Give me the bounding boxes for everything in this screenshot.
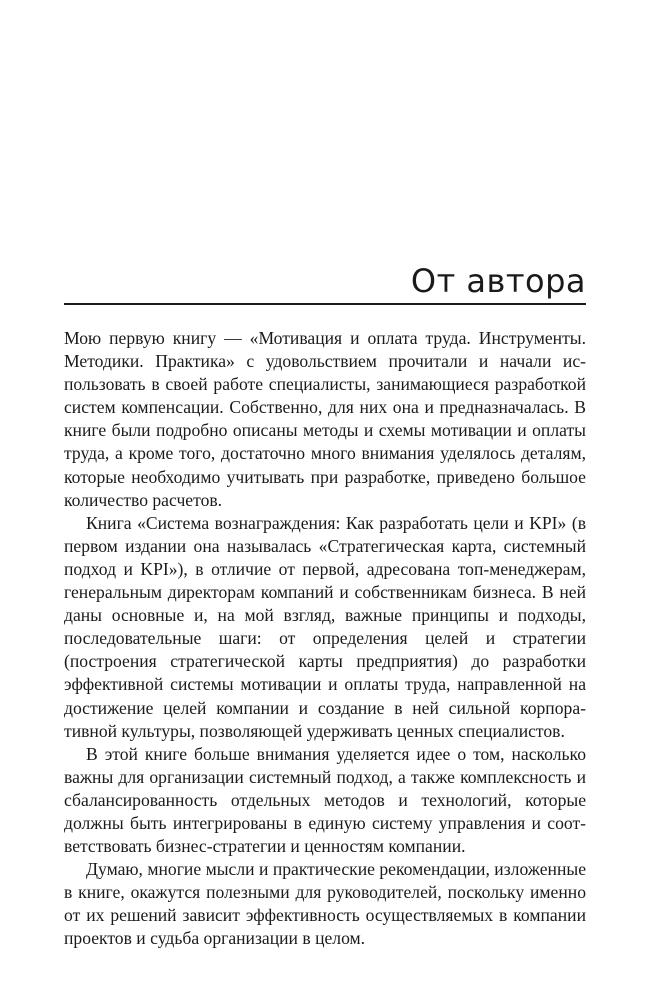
paragraph-2: Книга «Система вознаграждения: Как разработать цели и KPI» (в первом издании она называлась «Стратегическая карта, системный подход и KPI»), в отличие от первой, адресована топ-менеджерам, генеральным директорам компаний и собственникам бизнеса. В ней даны основные и, на мой взгляд, важные принципы и подходы, последовательные шаги: от определения целей и стратегии (построения стратегической карты предприятия) до разработки эффективной системы мотивации и оплаты труда, направленной на достижение целей компании и создание в ней сильной корпоративной культуры, позволяющей удерживать ценных специалистов. [64,512,586,741]
body-text [64,327,586,951]
paragraph-4: Думаю, многие мысли и практические рекомендации, изложенные в книге, окажутся полезными для руководителей, поскольку именно от их решений зависит эффективность осуществляемых в компании проектов и судьба организации в целом. [64,859,586,949]
paragraph-1: Мою первую книгу — «Мотивация и оплата труда. Инструменты. Методики. Практика» с удовольствием прочитали и начали использовать в своей работе специалисты, занимающиеся разработкой систем компенсации. Собственно, для них она и предназначалась. В книге были подробно описаны методы и схемы мотивации и оплаты труда, а кроме того, достаточно много внимания уделялось деталям, которые необходимо учитывать при разработке, приведено большое количество расчетов. [64,328,586,510]
section-title: От автора [410,262,586,300]
title-underline [64,303,586,305]
paragraph-3: В этой книге больше внимания уделяется идее о том, насколько важны для организации системный подход, а также комплексность и сбалансированность отдельных методов и технологий, которые должны быть интегрированы в единую систему управления и соответствовать бизнес-стратегии и ценностям компании. [64,743,586,857]
